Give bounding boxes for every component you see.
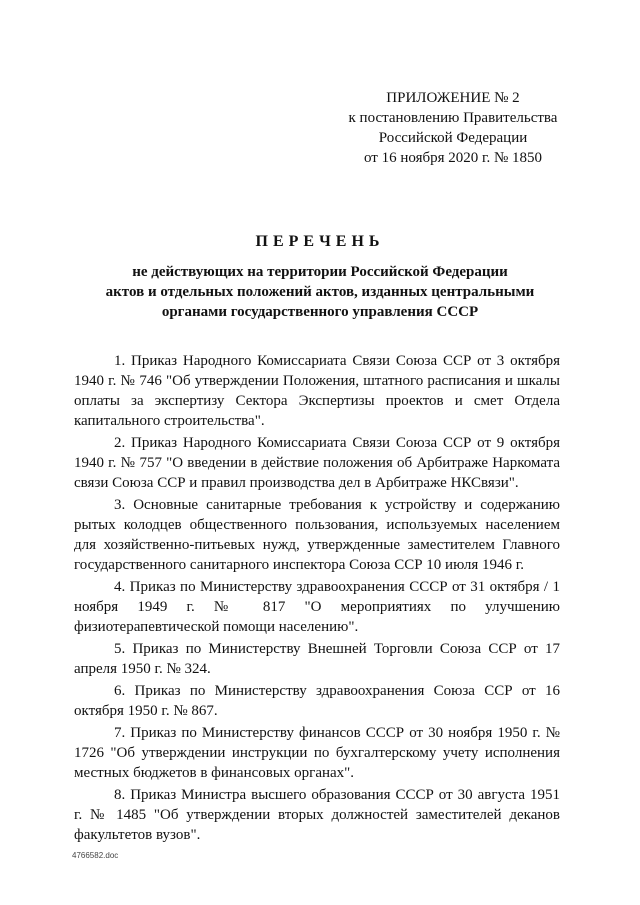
subtitle-line: органами государственного управления СССР (161, 304, 479, 320)
appendix-header (300, 88, 606, 168)
document-subtitle (70, 262, 570, 322)
document-title: ПЕРЕЧЕНЬ (255, 233, 385, 250)
appendix-line-federation: Российской Федерации (378, 130, 528, 146)
subtitle-line: не действующих на территории Российской Федерации (132, 264, 508, 280)
list-item: 8. Приказ Министра высшего образования СССР от 30 августа 1951 г. № 1485 "Об утверждении вторых должностей заместителей деканов факультетов вузов". (74, 787, 560, 843)
list-item: 4. Приказ по Министерству здравоохранения СССР от 31 октября / 1 ноября 1949 г. № 817 "О мероприятиях по улучшению физиотерапевтической помощи населению". (74, 579, 560, 635)
acts-list (74, 351, 560, 847)
list-item: 1. Приказ Народного Комиссариата Связи Союза ССР от 3 октября 1940 г. № 746 "Об утверждении Положения, штатного расписания и шкалы оплаты за экспертизу Сектора Экспертизы проектов и смет Отдела капитального строительства". (74, 353, 560, 429)
document-code: 4766582.doc (72, 851, 119, 860)
subtitle-line: актов и отдельных положений актов, изданных центральными (105, 284, 535, 300)
list-item: 7. Приказ по Министерству финансов СССР от 30 ноября 1950 г. № 1726 "Об утверждении инструкции по бухгалтерскому учету исполнения местных бюджетов в финансовых органах". (74, 725, 560, 781)
appendix-line-date: от 16 ноября 2020 г. № 1850 (363, 150, 543, 166)
list-item: 2. Приказ Народного Комиссариата Связи Союза ССР от 9 октября 1940 г. № 757 "О введении в действие положения об Арбитраже Наркомата связи Союза ССР и правил производства дел в Арбитраже НКСвязи". (74, 435, 560, 491)
appendix-line-resolution: к постановлению Правительства (348, 110, 558, 126)
list-item: 3. Основные санитарные требования к устройству и содержанию рытых колодцев общественного пользования, используемых населением для хозяйственно-питьевых нужд, утвержденные заместителем Главного государственного санитарного инспектора Союза ССР 10 июля 1946 г. (74, 497, 560, 573)
appendix-title: ПРИЛОЖЕНИЕ № 2 (386, 90, 520, 106)
list-item: 6. Приказ по Министерству здравоохранения Союза ССР от 16 октября 1950 г. № 867. (74, 683, 560, 719)
list-item: 5. Приказ по Министерству Внешней Торговли Союза ССР от 17 апреля 1950 г. № 324. (74, 641, 560, 677)
